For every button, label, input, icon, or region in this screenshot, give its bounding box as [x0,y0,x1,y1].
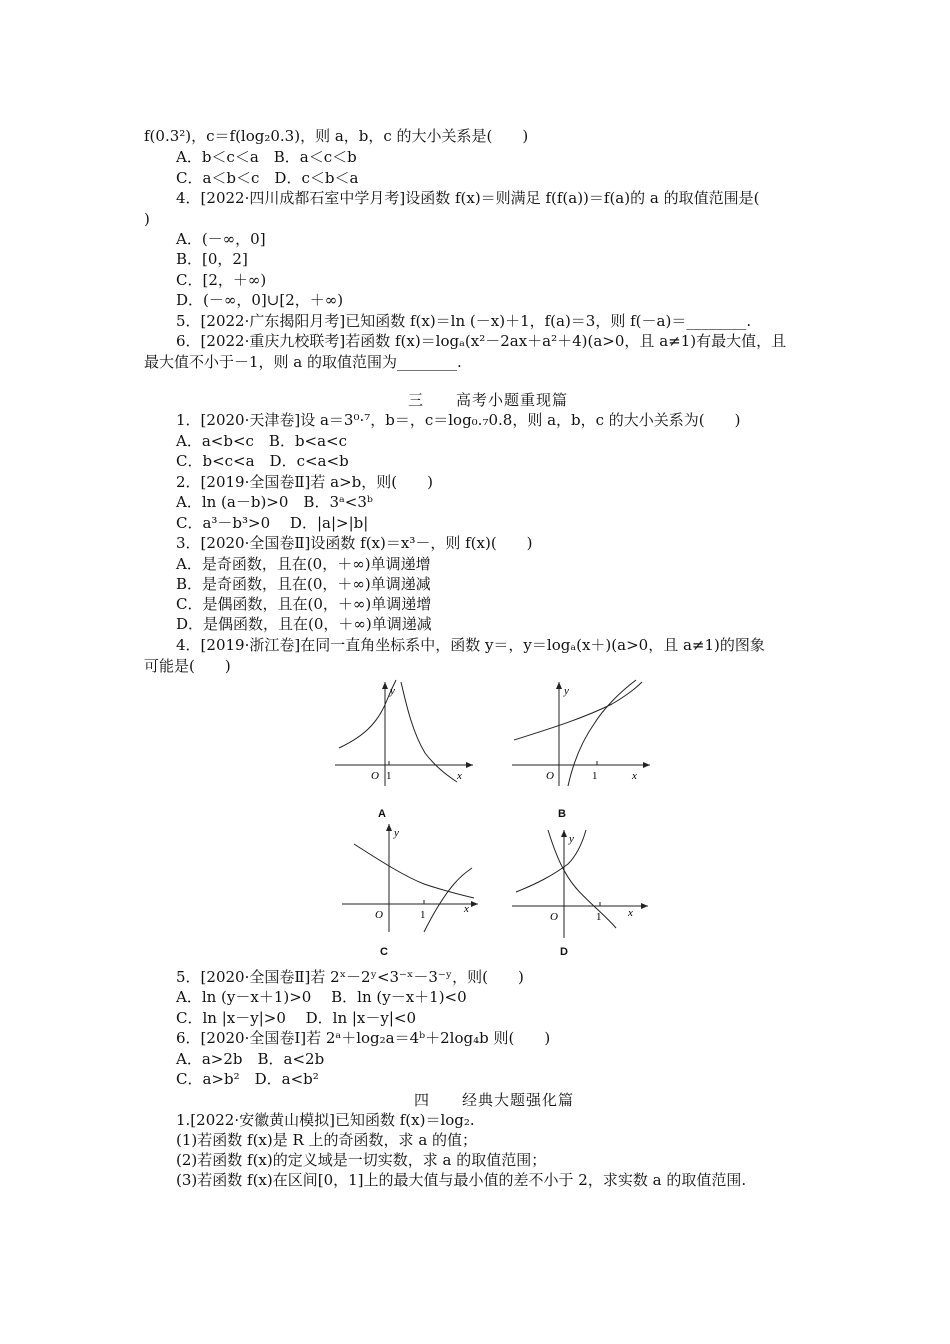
origin-label: O [371,770,379,782]
y-axis-label: y [390,685,395,697]
option-line: C．ln |x－y|>0 D．ln |x－y|<0 [176,1009,417,1027]
option-line: A．a<b<c B．b<a<c [176,432,348,450]
figure-label: B [558,808,566,820]
option-line: C．b<c<a D．c<a<b [176,452,349,470]
section-heading: 四 经典大题强化篇 [414,1091,575,1109]
origin-label: O [550,911,558,923]
x-axis-label: x [457,770,462,782]
text-line: 最大值不小于－1，则 a 的取值范围为________. [144,353,462,371]
graph-c [342,820,482,935]
subquestion-line: (1)若函数 f(x)是 R 上的奇函数，求 a 的值； [176,1131,478,1149]
option-line: C．a³－b³>0 D．|a|>|b| [176,514,369,532]
graph-d [512,826,652,941]
x-axis-label: x [464,903,469,915]
figure-label: D [560,946,568,958]
option-line: B．[0，2] [176,250,248,268]
question-line: 5．[2022·广东揭阳月考]已知函数 f(x)＝ln (－x)＋1，f(a)＝3，则 f(－a)＝________. [176,312,752,330]
subquestion-line: (3)若函数 f(x)在区间[0，1]上的最大值与最小值的差不小于 2，求实数 a 的取值范围. [176,1171,747,1189]
option-line: C．是偶函数，且在(0，＋∞)单调递增 [176,595,432,613]
x-axis-label: x [628,907,633,919]
section-heading: 三 高考小题重现篇 [408,391,569,409]
question-line: 1．[2020·天津卷]设 a＝3⁰·⁷，b＝，c＝log₀.₇0.8，则 a，b，c 的大小关系为( ) [176,411,741,429]
question-line: 1.[2022·安徽黄山模拟]已知函数 f(x)＝log₂. [176,1111,475,1129]
option-line: A．是奇函数，且在(0，＋∞)单调递增 [176,555,431,573]
option-line: A．b＜c＜a B．a＜c＜b [176,148,357,166]
question-line: 5．[2020·全国卷Ⅱ]若 2ˣ－2ʸ<3⁻ˣ－3⁻ʸ，则( ) [176,968,524,986]
option-line: A．ln (y－x＋1)>0 B．ln (y－x＋1)<0 [176,988,467,1006]
x-axis-label: x [632,770,637,782]
origin-label: O [375,909,383,921]
y-axis-label: y [569,833,574,845]
tick-label: 1 [420,909,426,921]
text-line: ) [144,210,150,228]
option-line: A．a>2b B．a<2b [176,1050,325,1068]
option-line: B．是奇函数，且在(0，＋∞)单调递减 [176,575,431,593]
y-axis-label: y [394,827,399,839]
option-line: D．是偶函数，且在(0，＋∞)单调递减 [176,615,432,633]
figure-label: A [378,808,386,820]
question-line: 4．[2019·浙江卷]在同一直角坐标系中，函数 y＝，y＝logₐ(x＋)(a>0，且 a≠1)的图象 [176,636,765,654]
option-line: C．a>b² D．a<b² [176,1070,319,1088]
question-line: 3．[2020·全国卷Ⅱ]设函数 f(x)＝x³－，则 f(x)( ) [176,534,533,552]
option-line: A．ln (a－b)>0 B．3ᵃ<3ᵇ [176,493,373,511]
text-line: f(0.3²)，c＝f(log₂0.3)，则 a，b，c 的大小关系是( ) [144,127,529,145]
text-line: 可能是( ) [144,657,231,675]
question-line: 6．[2022·重庆九校联考]若函数 f(x)＝logₐ(x²－2ax＋a²＋4)(a>0，且 a≠1)有最大值，且 [176,332,787,350]
y-axis-label: y [564,685,569,697]
option-line: C．[2，＋∞) [176,271,267,289]
subquestion-line: (2)若函数 f(x)的定义域是一切实数，求 a 的取值范围； [176,1151,547,1169]
option-line: D．(－∞，0]∪[2，＋∞) [176,291,344,309]
question-line: 4．[2022·四川成都石室中学月考]设函数 f(x)＝则满足 f(f(a))＝f(a)的 a 的取值范围是( [176,189,760,207]
tick-label: 1 [386,770,392,782]
tick-label: 1 [592,770,598,782]
graph-b [512,678,652,788]
origin-label: O [546,770,554,782]
option-line: A．(－∞，0] [176,230,266,248]
question-line: 6．[2020·全国卷Ⅰ]若 2ᵃ＋log₂a＝4ᵇ＋2log₄b 则( ) [176,1029,551,1047]
graph-a [335,678,475,788]
tick-label: 1 [596,911,602,923]
question-line: 2．[2019·全国卷Ⅱ]若 a>b，则( ) [176,473,433,491]
figure-label: C [380,946,388,958]
option-line: C．a＜b＜c D．c＜b＜a [176,169,359,187]
